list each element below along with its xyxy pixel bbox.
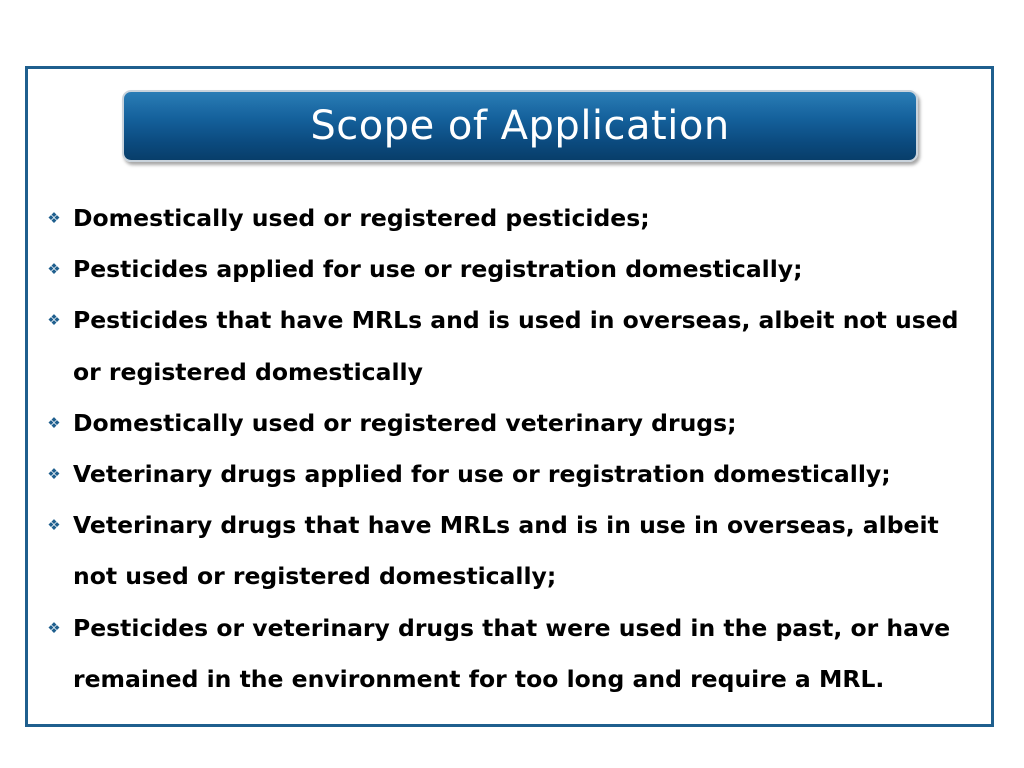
bullet-item xyxy=(44,244,984,295)
diamond-bullet-icon: ❖ xyxy=(47,413,61,432)
diamond-bullet-icon: ❖ xyxy=(47,311,61,330)
bullet-item xyxy=(44,500,984,602)
diamond-bullet-icon: ❖ xyxy=(47,465,61,484)
bullet-item xyxy=(44,449,984,500)
bullet-item xyxy=(44,603,984,705)
bullet-text: Pesticides or veterinary drugs that were used in the past, or have remained in the environment for too long and require a MRL. xyxy=(73,613,951,693)
bullet-text: Veterinary drugs that have MRLs and is in use in overseas, albeit not used or registered domestically; xyxy=(73,511,939,591)
bullet-text: Pesticides applied for use or registration domestically; xyxy=(73,255,803,284)
diamond-bullet-icon: ❖ xyxy=(47,209,61,227)
slide-title: Scope of Application xyxy=(310,103,730,149)
title-banner xyxy=(122,90,918,162)
diamond-bullet-icon: ❖ xyxy=(47,516,61,535)
bullet-list xyxy=(44,193,984,705)
bullet-item xyxy=(44,193,984,244)
bullet-text: Domestically used or registered veterinary drugs; xyxy=(73,408,737,437)
diamond-bullet-icon: ❖ xyxy=(47,618,61,637)
bullet-text: Domestically used or registered pesticides; xyxy=(73,204,650,232)
bullet-item xyxy=(44,295,984,397)
diamond-bullet-icon: ❖ xyxy=(47,260,61,279)
bullet-text: Pesticides that have MRLs and is used in overseas, albeit not used or registered domestically xyxy=(73,306,959,386)
bullet-text: Veterinary drugs applied for use or registration domestically; xyxy=(73,460,891,489)
bullet-item xyxy=(44,398,984,449)
